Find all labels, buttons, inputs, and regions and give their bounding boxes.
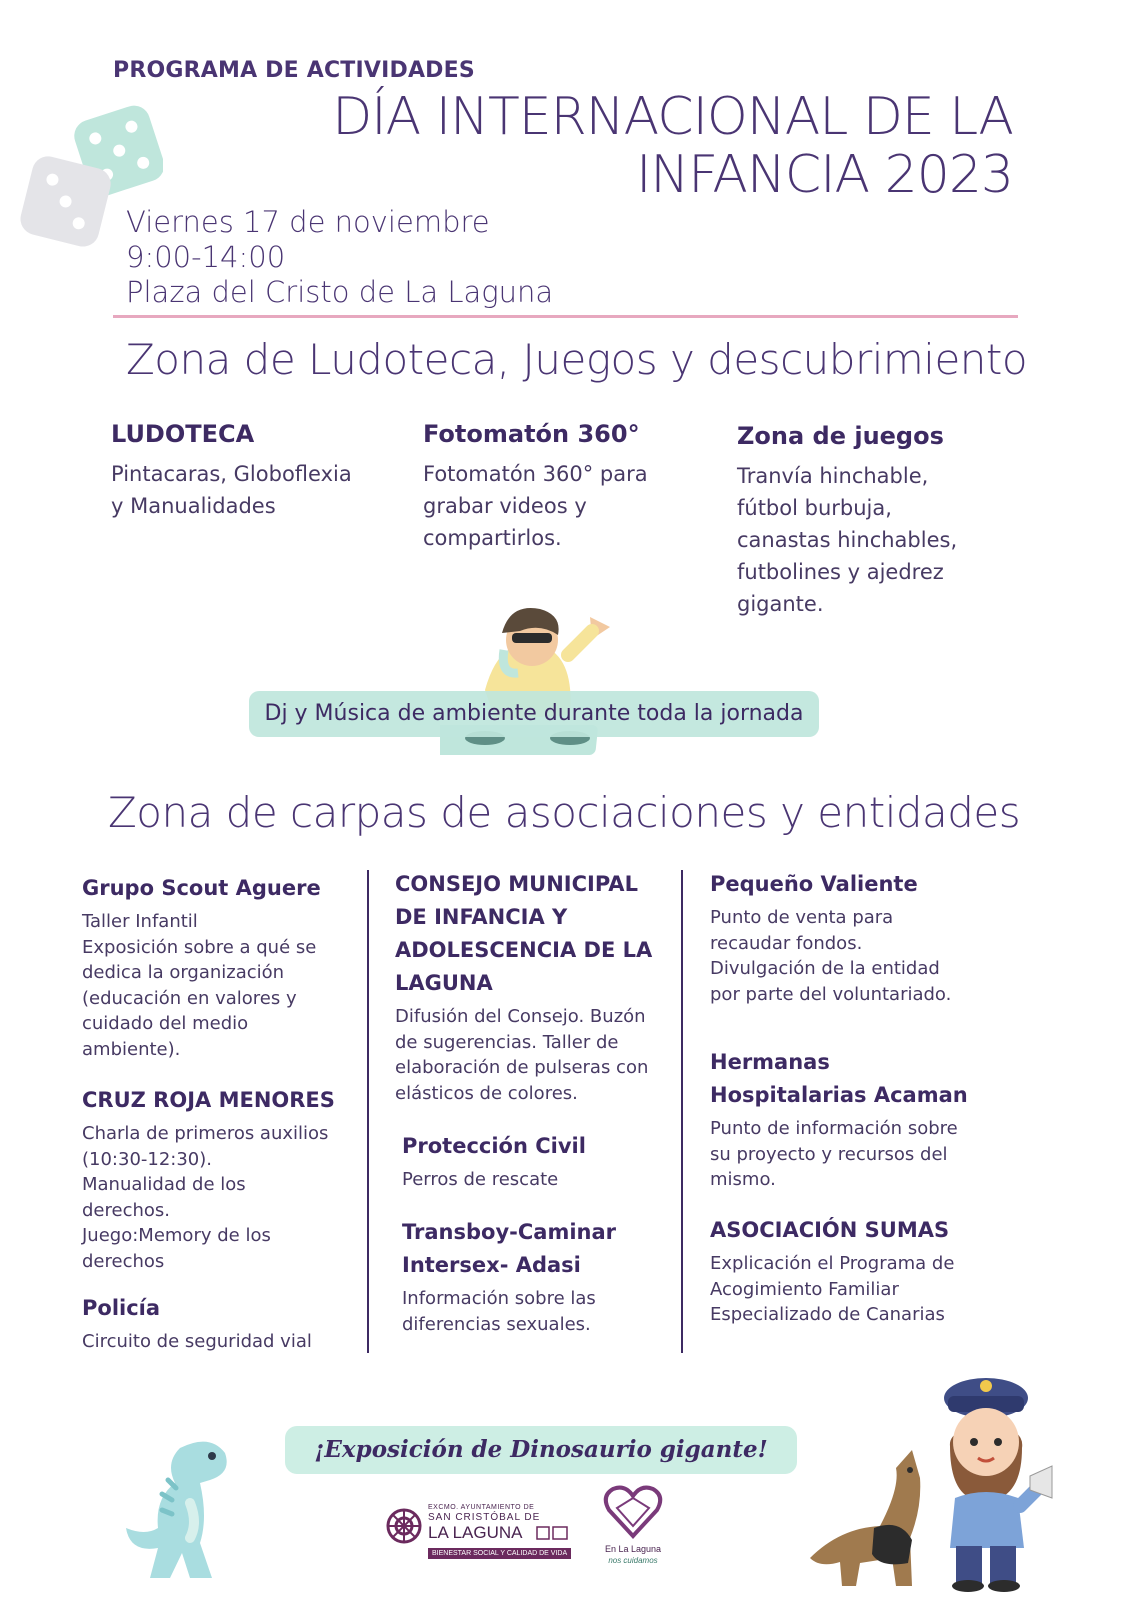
entity-heading: Hermanas bbox=[710, 1050, 830, 1074]
dino-banner-text: ¡Exposición de Dinosaurio gigante! bbox=[314, 1436, 768, 1463]
entity-line: diferencias sexuales. bbox=[402, 1313, 591, 1335]
dj-illustration bbox=[440, 595, 620, 775]
entity-line: Especializado de Canarias bbox=[710, 1304, 945, 1325]
entity-transboy bbox=[402, 1216, 672, 1337]
unesco-icon bbox=[536, 1526, 568, 1540]
ludoteca-line: Pintacaras, Globoflexia bbox=[111, 462, 352, 486]
event-info bbox=[126, 205, 553, 310]
entity-heading: DE INFANCIA Y bbox=[395, 905, 568, 929]
entity-line: Punto de venta para bbox=[710, 907, 894, 928]
entity-line: Exposición sobre a qué se bbox=[82, 936, 317, 958]
ludoteca-line: y Manualidades bbox=[111, 494, 276, 518]
entity-line: Difusión del Consejo. Buzón bbox=[395, 1006, 646, 1027]
logo1-mid: SAN CRISTÓBAL DE bbox=[428, 1512, 541, 1523]
entity-line: (10:30-12:30). bbox=[82, 1148, 213, 1170]
entity-line: su proyecto y recursos del bbox=[710, 1143, 948, 1165]
page-title bbox=[332, 88, 1013, 204]
event-time: 9:00-14:00 bbox=[126, 240, 286, 274]
title-line-1: DÍA INTERNACIONAL DE LA bbox=[332, 87, 1013, 147]
column-divider bbox=[681, 870, 683, 1353]
entity-line: Charla de primeros auxilios bbox=[82, 1123, 329, 1144]
entity-heading: Pequeño Valiente bbox=[710, 872, 918, 896]
entity-cruz-roja bbox=[82, 1084, 357, 1274]
entity-sumas bbox=[710, 1214, 1000, 1328]
logo1-bar: BIENESTAR SOCIAL Y CALIDAD DE VIDA bbox=[428, 1548, 571, 1559]
logo1-top: EXCMO. AYUNTAMIENTO DE bbox=[428, 1504, 535, 1511]
entity-line: (educación en valores y bbox=[82, 987, 297, 1009]
entity-line: derechos. bbox=[82, 1199, 170, 1221]
heart-icon bbox=[603, 1484, 663, 1540]
entity-heading: ASOCIACIÓN SUMAS bbox=[710, 1218, 950, 1242]
entity-heading: Transboy-Caminar bbox=[402, 1220, 616, 1244]
entity-heading: Grupo Scout Aguere bbox=[82, 876, 321, 900]
laguna-emblem-icon bbox=[386, 1508, 422, 1544]
police-illustration bbox=[800, 1358, 1060, 1593]
dinosaur-illustration bbox=[120, 1428, 250, 1588]
entity-proteccion-civil bbox=[402, 1130, 672, 1193]
entity-hermanas bbox=[710, 1046, 1000, 1193]
entity-line: Circuito de seguridad vial bbox=[82, 1331, 312, 1352]
entity-line: mismo. bbox=[710, 1169, 776, 1190]
entity-line: Juego:Memory de los bbox=[82, 1225, 271, 1246]
juegos-heading: Zona de juegos bbox=[737, 422, 944, 450]
logo1-name: LA LAGUNA bbox=[428, 1523, 523, 1542]
juegos-column bbox=[737, 422, 1027, 620]
program-kicker: PROGRAMA DE ACTIVIDADES bbox=[113, 58, 475, 83]
entity-scout bbox=[82, 872, 357, 1062]
header-divider bbox=[113, 315, 1018, 318]
entity-line: Perros de rescate bbox=[402, 1169, 559, 1190]
entity-line: derechos bbox=[82, 1250, 165, 1272]
event-place: Plaza del Cristo de La Laguna bbox=[126, 275, 554, 309]
juegos-line: Tranvía hinchable, bbox=[737, 464, 929, 488]
logo2-tag: nos cuidamos bbox=[608, 1556, 658, 1565]
ludoteca-column bbox=[111, 420, 401, 522]
logo2-name: En La Laguna bbox=[604, 1544, 662, 1554]
entity-heading: CRUZ ROJA MENORES bbox=[82, 1088, 335, 1112]
ayuntamiento-logo bbox=[386, 1504, 576, 1564]
entity-pequeno-valiente bbox=[710, 868, 1000, 1007]
title-line-2: INFANCIA 2023 bbox=[636, 145, 1013, 205]
entity-line: dedica la organización bbox=[82, 962, 285, 983]
column-divider bbox=[367, 870, 369, 1353]
entity-heading: Hospitalarias Acaman bbox=[710, 1083, 968, 1107]
entity-line: Divulgación de la entidad bbox=[710, 958, 940, 979]
dj-banner-text: Dj y Música de ambiente durante toda la jornada bbox=[264, 701, 804, 726]
fotomaton-heading: Fotomatón 360° bbox=[423, 420, 640, 448]
entity-policia bbox=[82, 1292, 357, 1355]
entity-heading: Policía bbox=[82, 1296, 161, 1320]
entity-line: elásticos de colores. bbox=[395, 1082, 578, 1104]
juegos-line: fútbol burbuja, bbox=[737, 496, 892, 520]
fotomaton-line: compartirlos. bbox=[423, 526, 562, 550]
nos-cuidamos-logo bbox=[598, 1484, 668, 1574]
entity-line: ambiente). bbox=[82, 1038, 181, 1060]
ludoteca-heading: LUDOTECA bbox=[111, 420, 255, 448]
entity-heading: CONSEJO MUNICIPAL bbox=[395, 872, 638, 896]
juegos-line: canastas hinchables, bbox=[737, 528, 958, 552]
juegos-line: futbolines y ajedrez bbox=[737, 560, 944, 584]
entity-line: de sugerencias. Taller de bbox=[395, 1031, 619, 1053]
entity-line: Punto de información sobre bbox=[710, 1118, 958, 1139]
entity-line: Taller Infantil bbox=[82, 911, 198, 932]
juegos-line: gigante. bbox=[737, 592, 824, 616]
entity-line: cuidado del medio bbox=[82, 1013, 249, 1034]
entity-heading: Intersex- Adasi bbox=[402, 1253, 581, 1277]
event-date: Viernes 17 de noviembre bbox=[126, 205, 490, 239]
fotomaton-line: Fotomatón 360° para bbox=[423, 462, 648, 486]
fotomaton-line: grabar videos y bbox=[423, 494, 587, 518]
entity-line: Acogimiento Familiar bbox=[710, 1278, 899, 1300]
entity-line: Manualidad de los bbox=[82, 1174, 246, 1195]
fotomaton-column bbox=[423, 420, 713, 554]
entity-heading: Protección Civil bbox=[402, 1134, 586, 1158]
entity-consejo bbox=[395, 868, 675, 1106]
entity-heading: LAGUNA bbox=[395, 971, 493, 995]
entity-line: por parte del voluntariado. bbox=[710, 983, 952, 1005]
entity-line: elaboración de pulseras con bbox=[395, 1057, 649, 1078]
entity-line: Explicación el Programa de bbox=[710, 1253, 955, 1274]
entity-line: recaudar fondos. bbox=[710, 932, 863, 954]
zone1-title: Zona de Ludoteca, Juegos y descubrimiento bbox=[126, 335, 1028, 384]
zone2-title: Zona de carpas de asociaciones y entidades bbox=[108, 788, 1021, 837]
entity-heading: ADOLESCENCIA DE LA bbox=[395, 938, 653, 962]
entity-line: Información sobre las bbox=[402, 1288, 596, 1309]
